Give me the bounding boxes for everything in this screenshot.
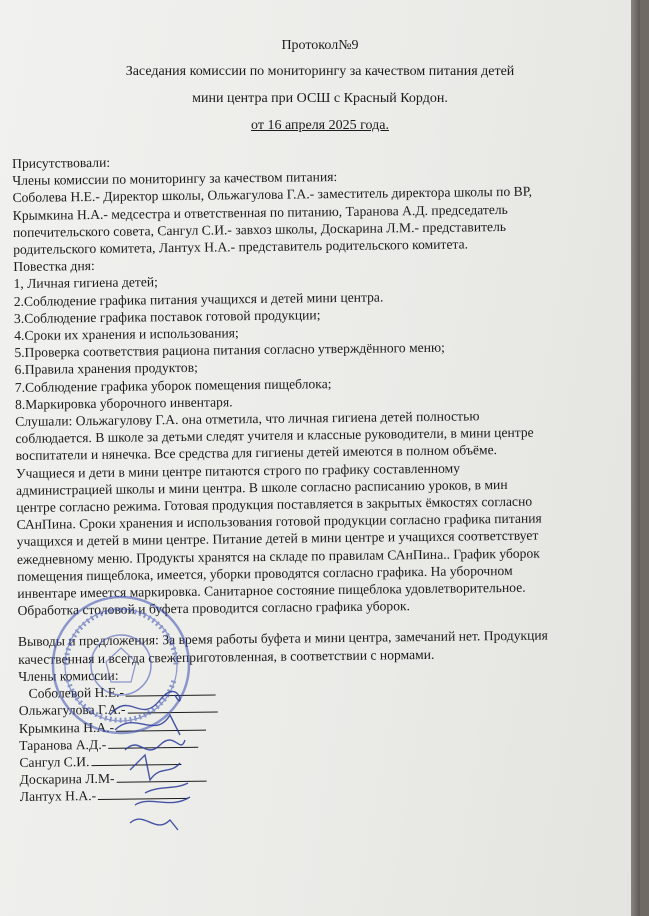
signature-name: Ольжагулова Г.А.-: [18, 701, 126, 719]
agenda-item: 5.Проверка соответствия рациона питания согласно утверждённого меню;: [14, 339, 445, 361]
agenda-item: 6.Правила хранения продуктов;: [14, 360, 198, 378]
body-line: администрацией школы и мини центра. В школе согласно расписанию уроков, в мин: [16, 476, 508, 498]
body-line: учащихся и детей в мини центре. Питание детей в мини центре и учащихся соответствует: [16, 528, 539, 550]
agenda-item: 1, Личная гигиена детей;: [13, 274, 158, 292]
signature-name: Соболевой Н.Е.-: [28, 684, 125, 701]
doc-subtitle-1: Заседания комиссии по мониторингу за качеством питания детей: [125, 64, 515, 79]
doc-subtitle-2: мини центра при ОСШ с Красный Кордон.: [192, 91, 448, 106]
body-line: центре согласно режима. Готовая продукция поставляется в закрытых ёмкостях согласно: [16, 493, 533, 516]
body-line: воспитатели и нянечка. Все средства для гигиены детей имеются в полном объёме.: [15, 442, 498, 464]
body-line: ежедневному меню. Продукты хранятся на складе по правилам САнПина.. График уборок: [16, 545, 540, 567]
conclusion-line: Выводы и предложения: За время работы буфета и мини центра, замечаний нет. Продукция: [17, 627, 548, 650]
members-label: Члены комиссии:: [18, 667, 119, 684]
agenda-item: 2.Соблюдение графика питания учащихся и детей мини центра.: [13, 289, 384, 309]
body-line: Учащиеся и дети в мини центре питаются строго по графику составленному: [15, 460, 461, 481]
handwritten-signatures: [100, 685, 220, 835]
conclusion-line: качественная и всегда свежеприготовленная, в соответствии с нормами.: [18, 646, 435, 667]
agenda-item: 4.Сроки их хранения и использования;: [14, 325, 239, 344]
body-line: помещения пищеблока, имеется, уборки проводятся согласно графика. На уборочном: [17, 562, 513, 584]
doc-title: Протокол№9: [281, 38, 359, 53]
body-line: Обработка столовой и буфета проводится согласно графика уборок.: [17, 598, 411, 619]
signature-name: Лантух Н.А.-: [19, 788, 97, 805]
body-line: попечительского совета, Сангул С.И.- завхоз школы, Доскарина Л.М.- представитель: [12, 218, 507, 240]
body-line: Присутствовали:: [12, 154, 111, 171]
page-edge-shadow: [631, 0, 640, 916]
agenda-item: 3.Соблюдение графика поставок готовой продукции;: [13, 307, 321, 326]
body-line: соблюдается. В школе за детьми следят учителя и классные руководители, в мини центре: [15, 424, 534, 447]
signature-name: Крымкина Н.А.-: [18, 719, 115, 736]
agenda-item: 8.Маркировка уборочного инвентаря.: [14, 394, 233, 412]
signature-name: Таранова А.Д.-: [19, 736, 107, 753]
body-line: Члены комиссии по мониторингу за качеством питания:: [12, 169, 338, 189]
agenda-heading: Повестка дня:: [13, 258, 95, 275]
body-line: Крымкина Н.А.- медсестра и ответственная по питанию, Таранова А.Д. председатель: [12, 201, 508, 223]
agenda-item: 7.Соблюдение графика уборок помещения пищеблока;: [14, 375, 332, 395]
body-line: родительского комитета, Лантух Н.А.- представитель родительского комитета.: [13, 236, 469, 258]
body-line: Слушали: Ольжагулову Г.А. она отметила, что личная гигиена детей полностью: [15, 408, 480, 430]
signature-name: Сангул С.И.: [19, 754, 90, 770]
body-line: инвентаре имеется маркировка. Санитарное состояние пищеблока удовлетворительное.: [17, 579, 526, 602]
signature-name: Доскарина Л.М-: [19, 770, 115, 788]
body-line: Соболева Н.Е.- Директор школы, Ольжагулова Г.А.- заместитель директора школы по ВР,: [12, 184, 533, 206]
doc-date: от 16 апреля 2025 года.: [251, 118, 389, 133]
body-line: САнПина. Сроки хранения и использования готовой продукции согласно графика питания: [16, 510, 542, 533]
